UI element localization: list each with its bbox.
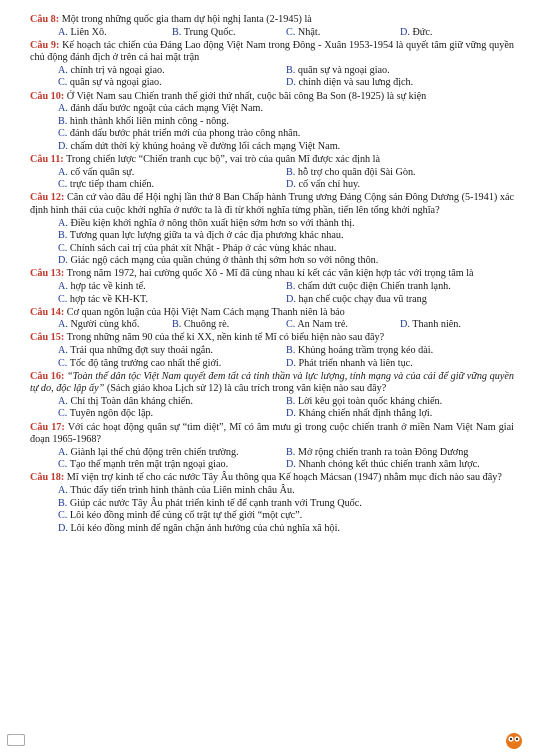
- answer-option[interactable]: [58, 281, 286, 294]
- answer-option[interactable]: [58, 77, 286, 90]
- option-text: hỗ trợ cho quân đội Sài Gòn.: [297, 166, 416, 178]
- option-text: Lời kêu gọi toàn quốc kháng chiến.: [297, 395, 443, 407]
- answer-option[interactable]: [58, 167, 286, 180]
- question-stem: [30, 14, 514, 27]
- option-letter: B.: [286, 395, 296, 407]
- option-text: đánh dấu bước phát triển mới của phong trào công nhân.: [69, 128, 301, 140]
- question-text: Mĩ viện trợ kinh tế cho các nước Tây Âu thông qua Kế hoạch Mácsan (1947) nhằm mục đích nào sau đây?: [66, 472, 502, 484]
- answer-options: [30, 319, 514, 332]
- option-text: Tạo thế mạnh trên mặt trận ngoại giao.: [69, 459, 229, 471]
- option-text: Lôi kéo đồng minh để ngăn chặn ảnh hưởng của chủ nghĩa xã hội.: [70, 522, 340, 534]
- answer-option[interactable]: [58, 116, 514, 129]
- question-text: Cơ quan ngôn luận của Hội Việt Nam Cách mạng Thanh niên là báo: [66, 306, 345, 318]
- option-text: Chuông rè.: [183, 319, 230, 331]
- option-text: Tuyên ngôn độc lập.: [69, 408, 154, 420]
- option-letter: A.: [58, 319, 68, 331]
- option-letter: A.: [58, 217, 68, 229]
- option-text: An Nam trẻ.: [297, 319, 348, 331]
- option-text: hạn chế cuộc chạy đua vũ trang: [298, 293, 427, 305]
- option-text: Trải qua những đợt suy thoái ngắn.: [70, 344, 213, 356]
- option-text: cố vấn quân sự.: [70, 166, 135, 178]
- option-letter: C.: [286, 26, 296, 38]
- option-letter: B.: [286, 280, 296, 292]
- question-number: Câu 8:: [30, 14, 60, 25]
- option-letter: B.: [286, 446, 296, 458]
- answer-option[interactable]: [400, 27, 514, 40]
- question-number: Câu 9:: [30, 39, 60, 51]
- question-stem: [30, 472, 514, 485]
- question-text: Với các hoạt động quân sự “tìm diệt”, Mĩ có âm mưu gì trong cuộc chiến tranh ở miền Nam Việt Nam giai đoạn 1965-1968?: [30, 421, 514, 446]
- question-list: [30, 14, 514, 535]
- answer-option[interactable]: [400, 319, 514, 332]
- option-letter: D.: [400, 26, 410, 38]
- question-text: Trong những năm 90 của thế kỉ XX, nền kinh tế Mĩ có biểu hiện nào sau đây?: [66, 332, 385, 344]
- answer-options: [30, 345, 514, 370]
- answer-option[interactable]: [172, 319, 286, 332]
- answer-options: [30, 281, 514, 306]
- option-text: Chỉ thị Toàn dân kháng chiến.: [70, 395, 193, 407]
- option-text: Trung Quốc.: [183, 26, 236, 38]
- question-text: Kế hoạch tác chiến của Đảng Lao động Việt Nam trong Đông - Xuân 1953-1954 là quyết tâm giữ vững quyền chủ động đánh địch ở trên cả hai mặt trận: [30, 39, 514, 64]
- option-letter: A.: [58, 26, 68, 38]
- question-item: [30, 472, 514, 535]
- option-text: hợp tác về kinh tế.: [70, 280, 146, 292]
- question-item: [30, 14, 514, 39]
- answer-option[interactable]: [58, 319, 172, 332]
- question-number: Câu 17:: [30, 421, 65, 433]
- question-item: [30, 40, 514, 90]
- answer-option[interactable]: [58, 358, 286, 371]
- answer-options: [30, 396, 514, 421]
- question-stem: [30, 40, 514, 65]
- option-text: quân sự và ngoại giao.: [69, 77, 162, 89]
- option-letter: D.: [286, 293, 296, 305]
- answer-options: [30, 167, 514, 192]
- answer-option[interactable]: [58, 523, 514, 536]
- option-letter: D.: [286, 408, 296, 420]
- answer-option[interactable]: [58, 459, 286, 472]
- option-letter: D.: [58, 522, 68, 534]
- answer-option[interactable]: [286, 459, 514, 472]
- option-letter: D.: [286, 459, 296, 471]
- option-letter: A.: [58, 446, 68, 458]
- option-letter: A.: [58, 280, 68, 292]
- option-text: hợp tác về KH-KT.: [69, 293, 149, 305]
- answer-option[interactable]: [286, 396, 514, 409]
- question-number: Câu 15:: [30, 332, 65, 344]
- option-letter: B.: [58, 115, 68, 127]
- option-text: Giúp các nước Tây Âu phát triển kinh tế để cạnh tranh với Trung Quốc.: [69, 497, 362, 509]
- answer-option[interactable]: [58, 218, 514, 231]
- option-letter: B.: [172, 26, 182, 38]
- option-text: Kháng chiến nhất định thắng lợi.: [298, 408, 433, 420]
- question-item: [30, 91, 514, 154]
- option-text: Đức.: [412, 26, 433, 38]
- option-text: Thanh niên.: [412, 319, 461, 331]
- question-text: Một trong những quốc gia tham dự hội nghị Ianta (2-1945) là: [61, 14, 312, 25]
- question-stem: [30, 307, 514, 320]
- question-stem: [30, 422, 514, 447]
- answer-option[interactable]: [286, 345, 514, 358]
- option-text: Điều kiện khởi nghĩa ở nông thôn xuất hiện sớm hơn so với thành thị.: [70, 217, 355, 229]
- question-text: (Sách giáo khoa Lịch sử 12) là câu trích trong văn kiện nào sau đây?: [104, 383, 387, 395]
- answer-option[interactable]: [286, 294, 514, 307]
- question-item: [30, 307, 514, 332]
- question-quote: “Toàn thể dân tộc Việt Nam quyết đem tất cả tinh thần và lực lượng, tính mạng và của cải để giữ vững quyền tự do, độc lập ấy”: [30, 370, 514, 395]
- option-letter: C.: [58, 408, 68, 420]
- option-letter: B.: [286, 166, 296, 178]
- answer-option[interactable]: [286, 281, 514, 294]
- answer-option[interactable]: [172, 27, 286, 40]
- option-text: Người cùng khổ.: [70, 319, 140, 331]
- option-text: Khủng hoảng trầm trọng kéo dài.: [297, 344, 434, 356]
- answer-option[interactable]: [58, 408, 286, 421]
- question-number: Câu 18:: [30, 472, 65, 484]
- option-letter: A.: [58, 395, 68, 407]
- option-letter: A.: [58, 64, 68, 76]
- question-number: Câu 13:: [30, 268, 65, 280]
- option-text: cố vấn chỉ huy.: [298, 179, 361, 191]
- option-text: Phát triển nhanh và liên tục.: [298, 357, 413, 369]
- option-letter: C.: [58, 242, 68, 254]
- question-stem: [30, 268, 514, 281]
- option-letter: B.: [58, 497, 68, 509]
- answer-option[interactable]: [58, 345, 286, 358]
- option-letter: B.: [172, 319, 182, 331]
- answer-option[interactable]: [286, 65, 514, 78]
- option-text: Mở rộng chiến tranh ra toàn Đông Dương: [297, 446, 469, 458]
- answer-option[interactable]: [286, 408, 514, 421]
- option-letter: C.: [58, 77, 68, 89]
- option-text: chính diện và sau lưng địch.: [298, 77, 414, 89]
- answer-option[interactable]: [58, 128, 514, 141]
- option-text: chấm dứt cuộc điện Chiến tranh lạnh.: [297, 280, 451, 292]
- question-item: [30, 192, 514, 268]
- answer-options: [30, 27, 514, 40]
- option-letter: D.: [58, 255, 68, 267]
- question-text: Ở Việt Nam sau Chiến tranh thế giới thứ nhất, cuộc bãi công Ba Son (8-1925) là sự kiện: [66, 90, 427, 102]
- option-text: Nhanh chóng kết thúc chiến tranh xâm lược.: [298, 459, 480, 471]
- option-letter: C.: [58, 459, 68, 471]
- option-letter: C.: [58, 179, 68, 191]
- answer-option[interactable]: [58, 396, 286, 409]
- option-text: Giành lại thế chủ động trên chiến trường.: [70, 446, 239, 458]
- option-text: trực tiếp tham chiến.: [69, 179, 155, 191]
- answer-options: [30, 103, 514, 153]
- option-letter: C.: [58, 293, 68, 305]
- answer-option[interactable]: [286, 179, 514, 192]
- option-text: Lôi kéo đồng minh để củng cố trật tự thế giới “một cực”.: [69, 510, 303, 522]
- answer-option[interactable]: [58, 243, 514, 256]
- answer-option[interactable]: [286, 77, 514, 90]
- question-stem: [30, 192, 514, 217]
- option-text: Giác ngộ cách mạng của quần chúng ở thành thị sớm hơn so với nông thôn.: [70, 255, 379, 267]
- question-item: [30, 422, 514, 472]
- question-stem: [30, 91, 514, 104]
- option-letter: C.: [58, 128, 68, 140]
- option-letter: D.: [286, 179, 296, 191]
- option-letter: D.: [286, 357, 296, 369]
- answer-option[interactable]: [58, 27, 172, 40]
- question-item: [30, 332, 514, 370]
- option-text: Nhật.: [297, 26, 321, 38]
- question-number: Câu 16:: [30, 370, 65, 382]
- answer-option[interactable]: [286, 319, 400, 332]
- question-text: Căn cứ vào đâu để Hội nghị lần thứ 8 Ban Chấp hành Trung ương Đảng Cộng sản Đông Dương (5-1941) xác định hình thái của cuộc khởi nghĩa ở nước ta là đi từ khởi nghĩa từng phần, tiến lên tổng khởi nghĩa?: [30, 192, 514, 216]
- answer-option[interactable]: [58, 255, 514, 268]
- answer-option[interactable]: [286, 447, 514, 460]
- page-corner-icon: [7, 734, 25, 746]
- question-text: Trong chiến lược “Chiến tranh cục bộ”, vai trò của quân Mĩ được xác định là: [66, 154, 381, 166]
- option-text: hình thành khối liên minh công - nông.: [69, 115, 229, 127]
- option-text: chính trị và ngoại giao.: [70, 64, 165, 76]
- option-text: Tốc độ tăng trưởng cao nhất thế giới.: [69, 357, 222, 369]
- question-item: [30, 268, 514, 306]
- option-letter: B.: [286, 64, 296, 76]
- answer-options: [30, 485, 514, 535]
- question-number: Câu 12:: [30, 192, 65, 204]
- question-item: [30, 154, 514, 192]
- option-letter: B.: [58, 230, 68, 242]
- answer-option[interactable]: [58, 103, 514, 116]
- answer-option[interactable]: [58, 498, 514, 511]
- option-letter: C.: [58, 357, 68, 369]
- answer-option[interactable]: [58, 141, 514, 154]
- question-stem: [30, 371, 514, 396]
- option-letter: A.: [58, 344, 68, 356]
- option-text: đánh dấu bước ngoặt của cách mạng Việt Nam.: [70, 103, 264, 115]
- option-letter: B.: [286, 344, 296, 356]
- option-letter: C.: [58, 510, 68, 522]
- answer-option[interactable]: [58, 65, 286, 78]
- option-letter: D.: [58, 140, 68, 152]
- question-number: Câu 10:: [30, 90, 65, 102]
- question-stem: [30, 154, 514, 167]
- answer-options: [30, 447, 514, 472]
- option-text: quân sự và ngoại giao.: [297, 64, 390, 76]
- option-letter: A.: [58, 103, 68, 115]
- option-text: Chính sách cai trị của phát xít Nhật - Pháp ở các vùng khác nhau.: [69, 242, 337, 254]
- answer-option[interactable]: [58, 485, 514, 498]
- answer-option[interactable]: [286, 358, 514, 371]
- answer-option[interactable]: [58, 294, 286, 307]
- option-letter: D.: [286, 77, 296, 89]
- answer-option[interactable]: [58, 510, 514, 523]
- answer-option[interactable]: [58, 447, 286, 460]
- option-letter: C.: [286, 319, 296, 331]
- question-text: Trong năm 1972, hai cường quốc Xô - Mĩ đã cùng nhau kí kết các văn kiện hợp tác với trọng tâm là: [66, 268, 474, 280]
- option-text: chấm dứt thời kỳ khủng hoảng về đường lối cách mạng Việt Nam.: [70, 140, 341, 152]
- question-number: Câu 14:: [30, 306, 65, 318]
- answer-option[interactable]: [286, 167, 514, 180]
- option-text: Tương quan lực lượng giữa ta và địch ở các địa phương khác nhau.: [69, 230, 344, 242]
- option-text: Liên Xô.: [70, 26, 107, 38]
- option-letter: A.: [58, 166, 68, 178]
- answer-option[interactable]: [58, 179, 286, 192]
- option-letter: A.: [58, 484, 68, 496]
- question-number: Câu 11:: [30, 154, 64, 166]
- answer-option[interactable]: [58, 230, 514, 243]
- answer-options: [30, 218, 514, 268]
- owl-mascot-icon: [504, 730, 524, 750]
- question-stem: [30, 332, 514, 345]
- answer-options: [30, 65, 514, 90]
- option-letter: D.: [400, 319, 410, 331]
- option-text: Thúc đẩy tiến trình hình thành của Liên minh châu Âu.: [70, 484, 295, 496]
- answer-option[interactable]: [286, 27, 400, 40]
- question-item: [30, 371, 514, 421]
